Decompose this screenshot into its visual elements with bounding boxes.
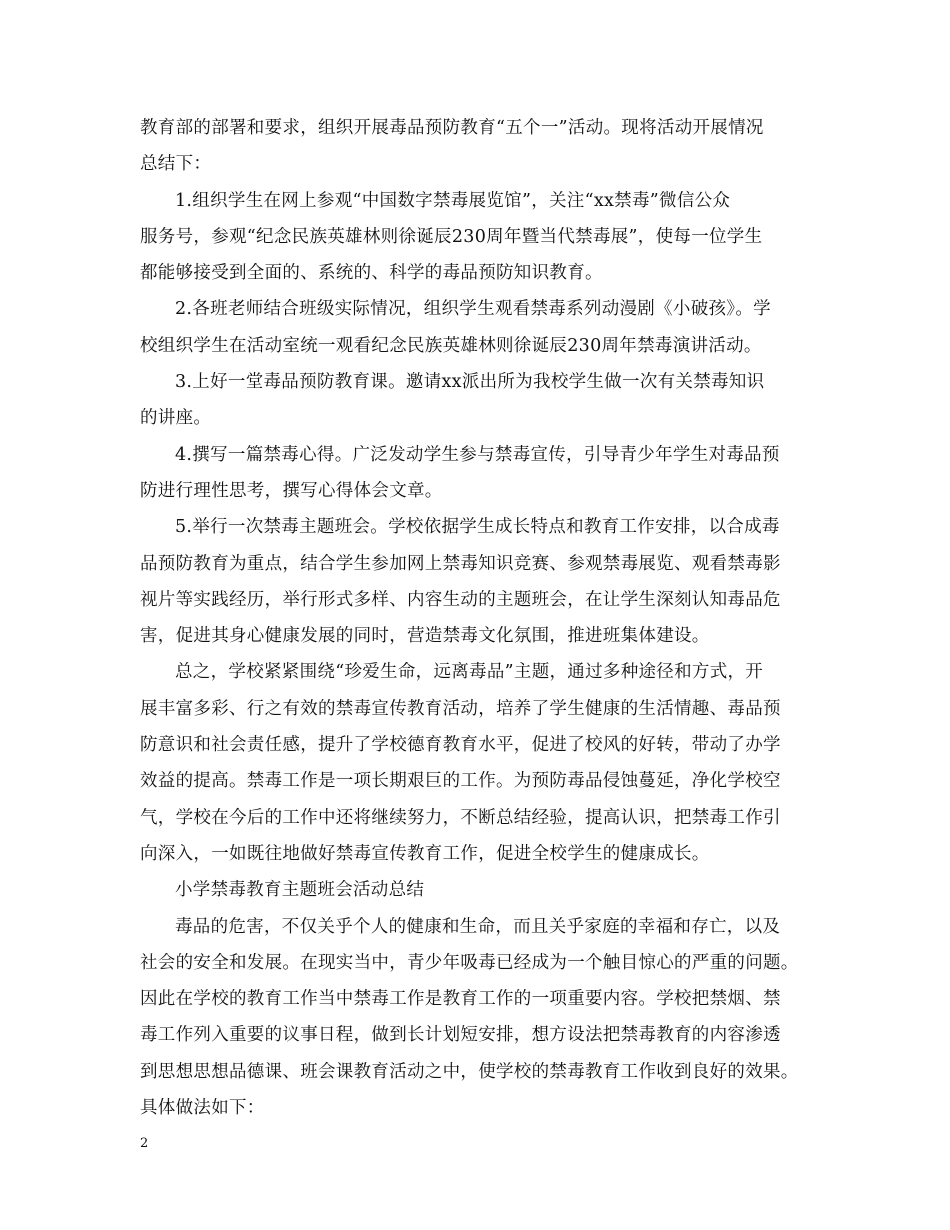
intro-paragraph-line: 社会的安全和发展。在现实当中，青少年吸毒已经成为一个触目惊心的严重的问题。 — [140, 952, 799, 973]
intro-paragraph-line: 毒品的危害，不仅关乎个人的健康和生命，而且关乎家庭的幸福和存亡，以及 — [175, 916, 781, 937]
intro-paragraph-line: 因此在学校的教育工作当中禁毒工作是教育工作的一项重要内容。学校把禁烟、禁 — [140, 989, 781, 1010]
summary-paragraph-line: 防意识和社会责任感，提升了学校德育教育水平，促进了校风的好转，带动了办学 — [140, 735, 781, 756]
list-item-4-line: 4.撰写一篇禁毒心得。广泛发动学生参与禁毒宣传，引导青少年学生对毒品预 — [175, 444, 780, 465]
summary-paragraph-line: 展丰富多彩、行之有效的禁毒宣传教育活动，培养了学生健康的生活情趣、毒品预 — [140, 698, 781, 719]
list-item-5-line: 5.举行一次禁毒主题班会。学校依据学生成长特点和教育工作安排，以合成毒 — [175, 517, 780, 538]
list-item-5-line: 害，促进其身心健康发展的同时，营造禁毒文化氛围，推进班集体建设。 — [140, 626, 710, 647]
list-item-1-line: 都能够接受到全面的、系统的、科学的毒品预防知识教育。 — [140, 263, 603, 284]
summary-paragraph-line: 效益的提高。禁毒工作是一项长期艰巨的工作。为预防毒品侵蚀蔓延，净化学校空 — [140, 771, 781, 792]
list-item-5-line: 视片等实践经历，举行形式多样、内容生动的主题班会，在让学生深刻认知毒品危 — [140, 589, 781, 610]
intro-paragraph-line: 具体做法如下： — [140, 1098, 265, 1119]
list-item-1-line: 服务号，参观“纪念民族英雄林则徐诞辰230周年暨当代禁毒展”，使每一位学生 — [140, 226, 763, 247]
list-item-2-line: 校组织学生在活动室统一观看纪念民族英雄林则徐诞辰230周年禁毒演讲活动。 — [140, 335, 762, 356]
intro-paragraph-line: 毒工作列入重要的议事日程，做到长计划短安排，想方设法把禁毒教育的内容渗透 — [140, 1025, 781, 1046]
summary-paragraph-line: 总之，学校紧紧围绕“珍爱生命，远离毒品”主题，通过多种途径和方式，开 — [175, 662, 764, 683]
summary-paragraph-line: 气，学校在今后的工作中还将继续努力，不断总结经验，提高认识，把禁毒工作引 — [140, 807, 781, 828]
page-number: 2 — [140, 1136, 149, 1151]
list-item-3-line: 3.上好一堂毒品预防教育课。邀请xx派出所为我校学生做一次有关禁毒知识 — [175, 372, 765, 393]
list-item-3-line: 的讲座。 — [140, 408, 212, 429]
intro-paragraph-line: 到思想思想品德课、班会课教育活动之中，使学校的禁毒教育工作收到良好的效果。 — [140, 1061, 799, 1082]
document-body — [140, 110, 815, 1126]
list-item-2-line: 2.各班老师结合班级实际情况，组织学生观看禁毒系列动漫剧《小破孩》。学 — [175, 299, 771, 320]
summary-paragraph-line: 向深入，一如既往地做好禁毒宣传教育工作，促进全校学生的健康成长。 — [140, 843, 710, 864]
body-text-line: 教育部的部署和要求，组织开展毒品预防教育“五个一”活动。现将活动开展情况 — [140, 118, 764, 138]
list-item-5-line: 品预防教育为重点，结合学生参加网上禁毒知识竞赛、参观禁毒展览、观看禁毒影 — [140, 553, 781, 574]
section-heading: 小学禁毒教育主题班会活动总结 — [175, 880, 425, 901]
list-item-1-line: 1.组织学生在网上参观“中国数字禁毒展览馆”，关注“xx禁毒”微信公众 — [175, 190, 731, 211]
body-text-line: 总结下： — [140, 154, 212, 175]
list-item-4-line: 防进行理性思考，撰写心得体会文章。 — [140, 480, 443, 501]
